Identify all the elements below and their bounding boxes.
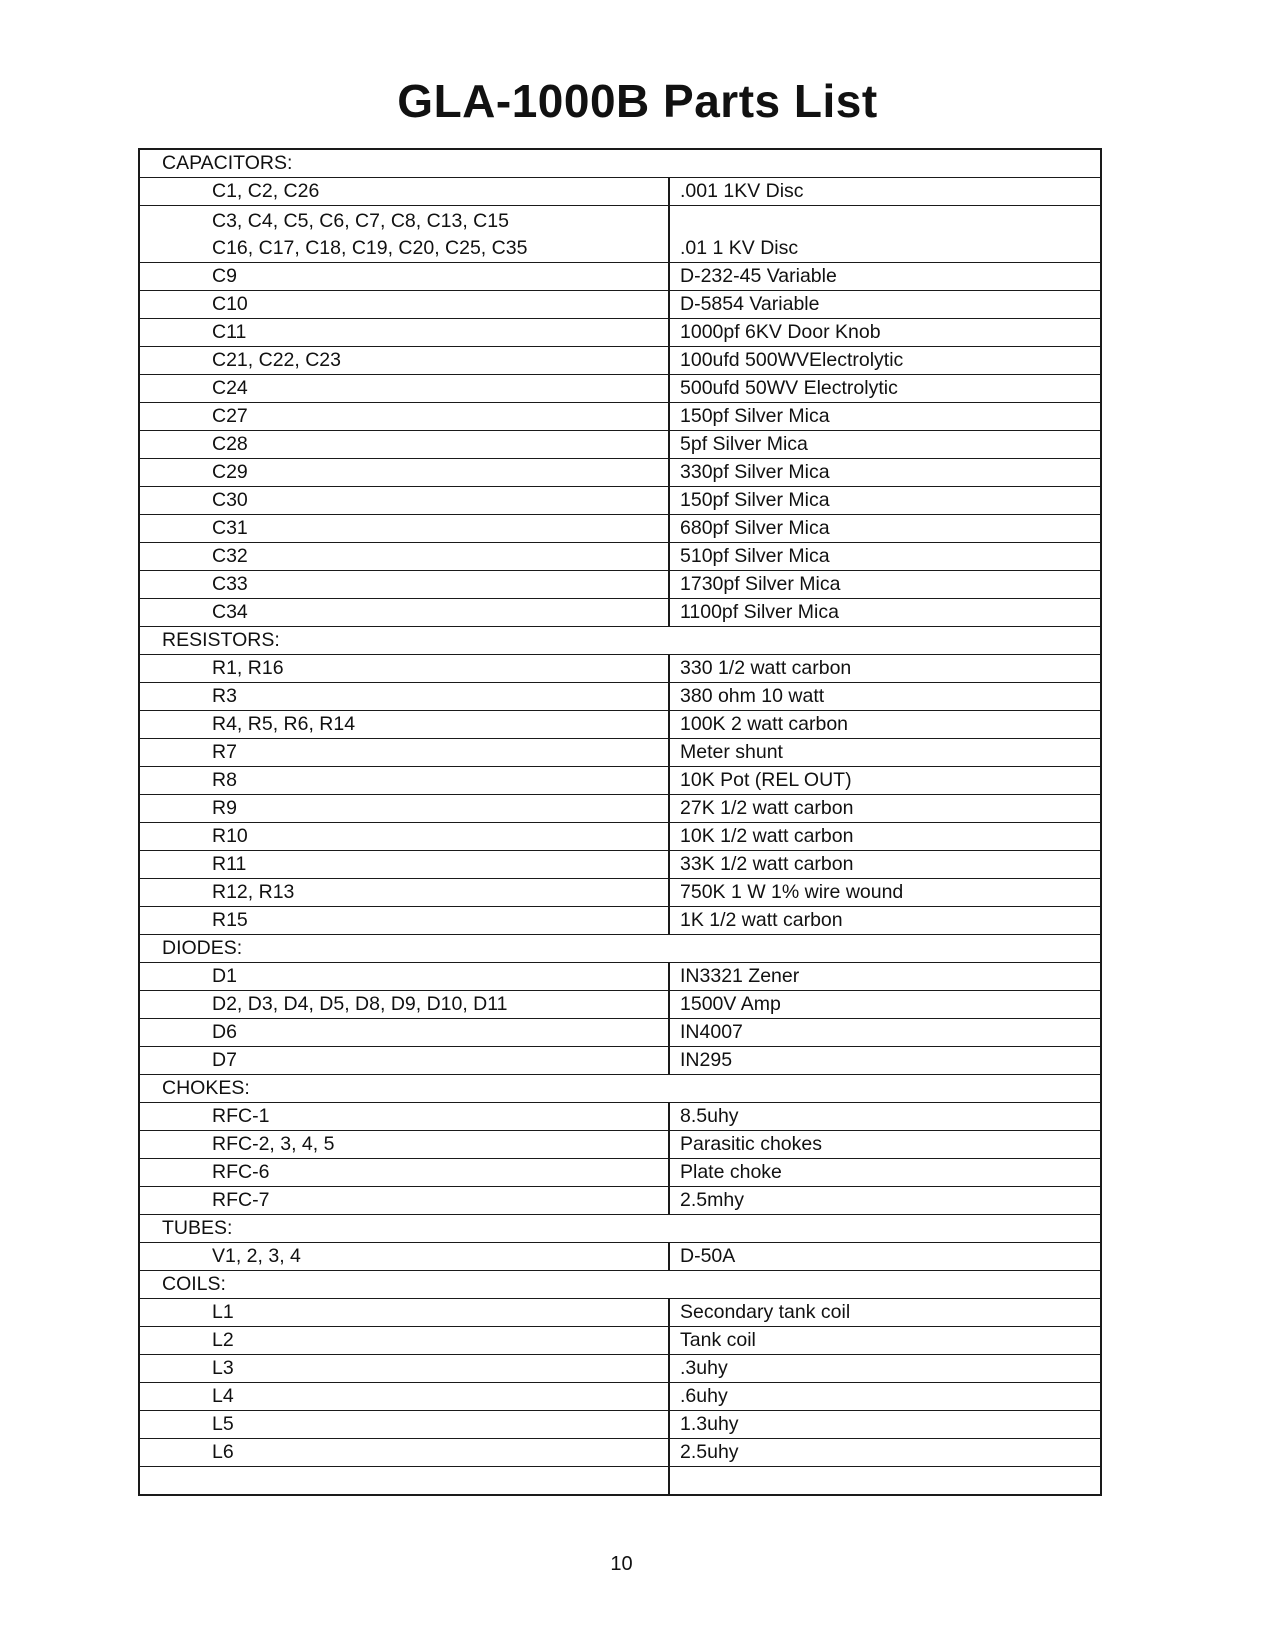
part-description: 510pf Silver Mica [669, 543, 1101, 571]
part-description: 33K 1/2 watt carbon [669, 851, 1101, 879]
part-row [139, 515, 1101, 543]
section-header-row [139, 149, 1101, 178]
part-row [139, 1103, 1101, 1131]
part-row [139, 1383, 1101, 1411]
section-header-row [139, 1215, 1101, 1243]
page-number: 10 [610, 1553, 633, 1575]
part-designator: RFC-2, 3, 4, 5 [139, 1131, 669, 1159]
part-description: 330 1/2 watt carbon [669, 655, 1101, 683]
part-row [139, 431, 1101, 459]
part-description: 330pf Silver Mica [669, 459, 1101, 487]
part-description: Parasitic chokes [669, 1131, 1101, 1159]
part-description: 380 ohm 10 watt [669, 683, 1101, 711]
part-designator: R1, R16 [139, 655, 669, 683]
part-row [139, 347, 1101, 375]
part-designator: C27 [139, 403, 669, 431]
part-designator: C29 [139, 459, 669, 487]
part-designator [139, 1467, 669, 1496]
part-row [139, 963, 1101, 991]
part-row [139, 403, 1101, 431]
part-row [139, 375, 1101, 403]
part-description: IN4007 [669, 1019, 1101, 1047]
part-description: 100K 2 watt carbon [669, 711, 1101, 739]
part-description: 2.5mhy [669, 1187, 1101, 1215]
part-description: .3uhy [669, 1355, 1101, 1383]
section-heading: DIODES: [139, 935, 1101, 963]
part-row [139, 739, 1101, 767]
part-designator [139, 206, 669, 263]
part-description: Secondary tank coil [669, 1299, 1101, 1327]
part-row [139, 1327, 1101, 1355]
part-designator: D7 [139, 1047, 669, 1075]
part-description [669, 1467, 1101, 1496]
part-designator: C10 [139, 291, 669, 319]
part-designator: L5 [139, 1411, 669, 1439]
part-description: 680pf Silver Mica [669, 515, 1101, 543]
part-designator: R15 [139, 907, 669, 935]
part-description: 150pf Silver Mica [669, 487, 1101, 515]
part-description: D-5854 Variable [669, 291, 1101, 319]
part-description: 1000pf 6KV Door Knob [669, 319, 1101, 347]
part-row [139, 823, 1101, 851]
part-description: 750K 1 W 1% wire wound [669, 879, 1101, 907]
part-designator: D6 [139, 1019, 669, 1047]
part-row [139, 767, 1101, 795]
part-row [139, 851, 1101, 879]
section-heading: COILS: [139, 1271, 1101, 1299]
part-description: 8.5uhy [669, 1103, 1101, 1131]
part-row [139, 1355, 1101, 1383]
part-row [139, 459, 1101, 487]
part-description: 10K 1/2 watt carbon [669, 823, 1101, 851]
part-designator: C28 [139, 431, 669, 459]
part-row [139, 206, 1101, 263]
part-row [139, 291, 1101, 319]
part-designator-line: C3, C4, C5, C6, C7, C8, C13, C15 [212, 210, 509, 232]
part-designator-line: C16, C17, C18, C19, C20, C25, C35 [212, 237, 528, 259]
part-designator: C9 [139, 263, 669, 291]
part-designator: D2, D3, D4, D5, D8, D9, D10, D11 [139, 991, 669, 1019]
part-designator: C24 [139, 375, 669, 403]
part-designator: L2 [139, 1327, 669, 1355]
part-row [139, 1187, 1101, 1215]
part-description: .01 1 KV Disc [669, 206, 1101, 263]
part-row [139, 1439, 1101, 1467]
part-designator: L1 [139, 1299, 669, 1327]
part-description: 1K 1/2 watt carbon [669, 907, 1101, 935]
part-description: Tank coil [669, 1327, 1101, 1355]
part-row [139, 487, 1101, 515]
section-heading: TUBES: [139, 1215, 1101, 1243]
part-row [139, 1019, 1101, 1047]
part-row [139, 178, 1101, 206]
part-description: D-232-45 Variable [669, 263, 1101, 291]
part-description: 2.5uhy [669, 1439, 1101, 1467]
part-row [139, 795, 1101, 823]
part-designator: R9 [139, 795, 669, 823]
part-row [139, 1299, 1101, 1327]
section-heading: CAPACITORS: [139, 149, 1101, 178]
part-designator: R10 [139, 823, 669, 851]
part-designator: R12, R13 [139, 879, 669, 907]
part-row [139, 1159, 1101, 1187]
part-row [139, 683, 1101, 711]
part-designator: D1 [139, 963, 669, 991]
part-description: 150pf Silver Mica [669, 403, 1101, 431]
part-designator: RFC-7 [139, 1187, 669, 1215]
part-description: .6uhy [669, 1383, 1101, 1411]
section-header-row [139, 1271, 1101, 1299]
part-designator: R7 [139, 739, 669, 767]
part-designator: R4, R5, R6, R14 [139, 711, 669, 739]
part-row [139, 711, 1101, 739]
part-description: .001 1KV Disc [669, 178, 1101, 206]
part-designator: C31 [139, 515, 669, 543]
part-designator: L6 [139, 1439, 669, 1467]
part-row [139, 879, 1101, 907]
part-designator: RFC-1 [139, 1103, 669, 1131]
section-header-row [139, 1075, 1101, 1103]
part-description: 27K 1/2 watt carbon [669, 795, 1101, 823]
part-description: 1.3uhy [669, 1411, 1101, 1439]
part-designator: V1, 2, 3, 4 [139, 1243, 669, 1271]
part-description: 10K Pot (REL OUT) [669, 767, 1101, 795]
part-description: Plate choke [669, 1159, 1101, 1187]
part-row [139, 319, 1101, 347]
part-designator: C30 [139, 487, 669, 515]
part-description: IN3321 Zener [669, 963, 1101, 991]
part-description: 1100pf Silver Mica [669, 599, 1101, 627]
part-row [139, 655, 1101, 683]
part-description: IN295 [669, 1047, 1101, 1075]
part-description: 1730pf Silver Mica [669, 571, 1101, 599]
part-designator: R11 [139, 851, 669, 879]
part-row [139, 543, 1101, 571]
part-designator: C34 [139, 599, 669, 627]
part-designator: R3 [139, 683, 669, 711]
part-row [139, 571, 1101, 599]
part-row [139, 1411, 1101, 1439]
parts-list-table [138, 148, 1102, 1496]
part-designator: C32 [139, 543, 669, 571]
part-description: 1500V Amp [669, 991, 1101, 1019]
part-designator: C1, C2, C26 [139, 178, 669, 206]
section-heading: CHOKES: [139, 1075, 1101, 1103]
part-designator: RFC-6 [139, 1159, 669, 1187]
part-description: Meter shunt [669, 739, 1101, 767]
part-designator: C33 [139, 571, 669, 599]
part-designator: C11 [139, 319, 669, 347]
page-title: GLA-1000B Parts List [397, 75, 878, 127]
part-description: 5pf Silver Mica [669, 431, 1101, 459]
part-designator: R8 [139, 767, 669, 795]
part-designator: C21, C22, C23 [139, 347, 669, 375]
part-row [139, 1243, 1101, 1271]
section-heading: RESISTORS: [139, 627, 1101, 655]
part-description: 500ufd 50WV Electrolytic [669, 375, 1101, 403]
parts-list-body [139, 149, 1101, 1495]
part-row [139, 907, 1101, 935]
part-row [139, 599, 1101, 627]
part-designator: L3 [139, 1355, 669, 1383]
part-designator: L4 [139, 1383, 669, 1411]
section-header-row [139, 935, 1101, 963]
part-row [139, 1467, 1101, 1496]
part-row [139, 1047, 1101, 1075]
part-row [139, 263, 1101, 291]
part-description: 100ufd 500WVElectrolytic [669, 347, 1101, 375]
part-row [139, 1131, 1101, 1159]
section-header-row [139, 627, 1101, 655]
part-description: D-50A [669, 1243, 1101, 1271]
part-row [139, 991, 1101, 1019]
